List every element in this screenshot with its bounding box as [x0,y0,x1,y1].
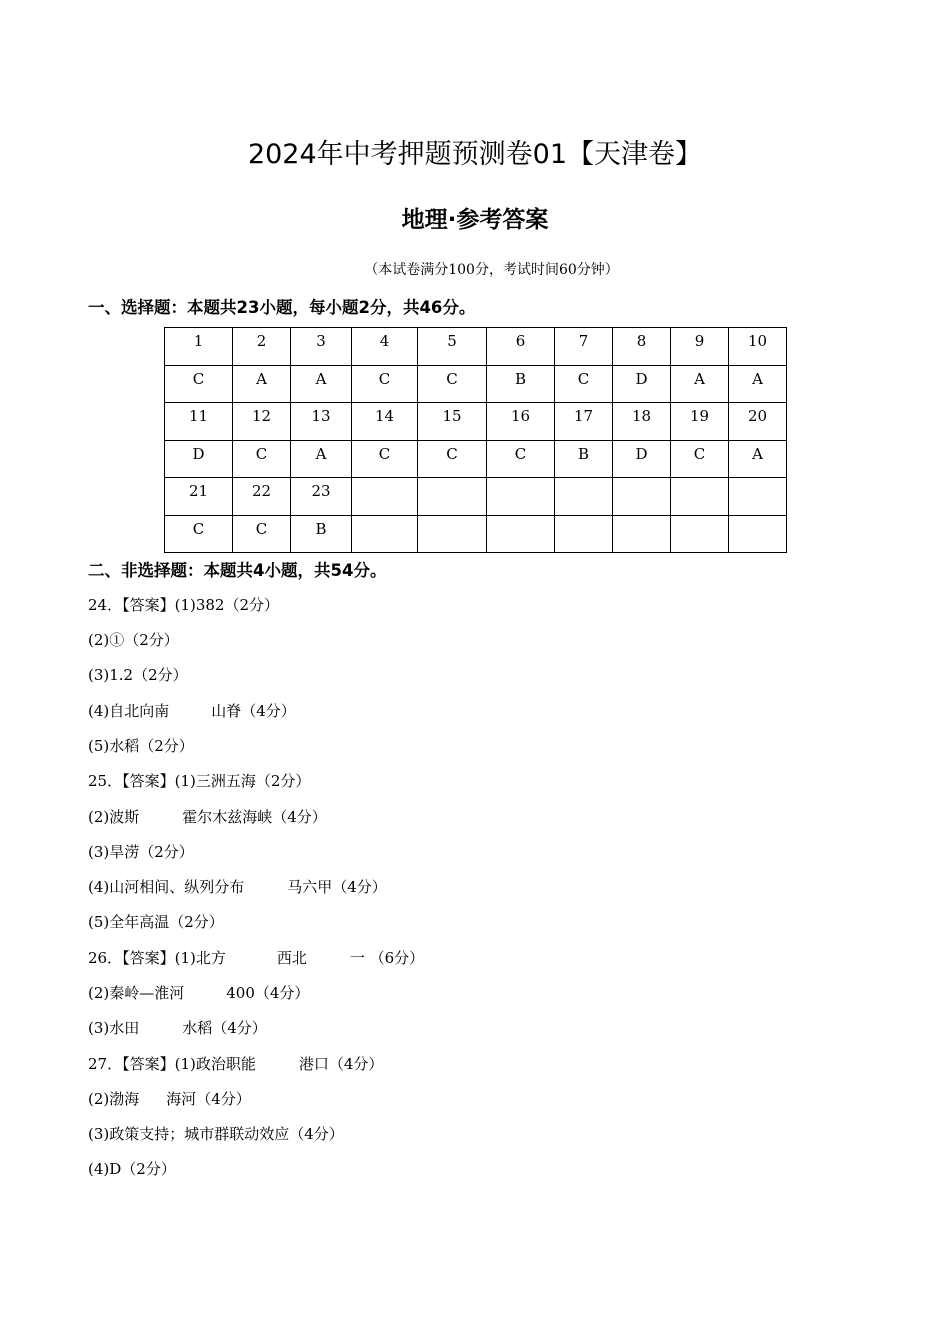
table-cell: C [555,365,613,403]
table-cell: 19 [671,403,729,441]
table-cell: 7 [555,328,613,366]
table-cell [418,515,487,553]
table-cell: 11 [165,403,233,441]
answer-line: 24．【答案】(1)382（2分） [88,596,280,614]
table-cell: C [671,440,729,478]
table-cell: 12 [233,403,291,441]
answer-line: (2)①（2分） [88,631,179,649]
table-cell: 16 [487,403,555,441]
table-cell: B [291,515,352,553]
table-cell: A [291,440,352,478]
table-cell: 5 [418,328,487,366]
page-subtitle: 地理·参考答案 [401,207,549,233]
table-cell: C [418,365,487,403]
table-cell: 14 [352,403,418,441]
table-cell: 6 [487,328,555,366]
table-cell [418,478,487,516]
table-cell: 15 [418,403,487,441]
page-title: 2024年中考押题预测卷01【天津卷】 [247,139,703,170]
table-cell [555,478,613,516]
exam-note: （本试卷满分100分，考试时间60分钟） [364,262,619,278]
table-cell: A [233,365,291,403]
answer-line: (4)山河相间、纵列分布 马六甲（4分） [88,878,387,896]
table-cell: C [352,440,418,478]
table-cell: A [729,440,787,478]
table-cell [487,515,555,553]
table-cell: C [233,440,291,478]
table-row [165,365,787,403]
table-cell: D [165,440,233,478]
table-cell: A [671,365,729,403]
table-cell [671,515,729,553]
table-cell: A [291,365,352,403]
answer-line: (3)旱涝（2分） [88,843,194,861]
table-row [165,403,787,441]
table-cell [352,515,418,553]
table-row [165,478,787,516]
table-cell [671,478,729,516]
table-cell: 22 [233,478,291,516]
table-cell [352,478,418,516]
table-cell: 18 [613,403,671,441]
table-cell: D [613,365,671,403]
answer-line: (2)渤海 海河（4分） [88,1090,251,1108]
table-row [165,515,787,553]
table-cell: 1 [165,328,233,366]
table-cell: 8 [613,328,671,366]
answer-line: (5)全年高温（2分） [88,913,224,931]
answer-line: (4)自北向南 山脊（4分） [88,702,296,720]
table-cell [555,515,613,553]
answer-line: (3)政策支持；城市群联动效应（4分） [88,1125,344,1143]
table-cell: B [487,365,555,403]
table-cell: C [165,515,233,553]
table-cell [729,515,787,553]
table-cell: C [487,440,555,478]
table-cell: C [352,365,418,403]
answer-table [164,327,787,553]
table-row [165,328,787,366]
table-cell: C [418,440,487,478]
answer-line: (2)波斯 霍尔木兹海峡（4分） [88,808,327,826]
table-cell: 20 [729,403,787,441]
table-row [165,440,787,478]
table-cell: B [555,440,613,478]
answer-line: 25．【答案】(1)三洲五海（2分） [88,772,311,790]
table-cell: 9 [671,328,729,366]
section-heading-choice: 一、选择题：本题共23小题，每小题2分，共46分。 [88,298,476,317]
table-cell: C [165,365,233,403]
table-cell: A [729,365,787,403]
answer-line: 26．【答案】(1)北方 西北 一 （6分） [88,949,425,967]
section-heading-nonchoice: 二、非选择题：本题共4小题，共54分。 [88,561,387,580]
table-cell: 2 [233,328,291,366]
table-cell: 4 [352,328,418,366]
answer-line: 27．【答案】(1)政治职能 港口（4分） [88,1055,384,1073]
table-cell: 21 [165,478,233,516]
answer-line: (4)D（2分） [88,1160,176,1178]
answer-line: (2)秦岭—淮河 400（4分） [88,984,310,1002]
table-cell [613,515,671,553]
table-cell [729,478,787,516]
table-cell [487,478,555,516]
answer-line: (5)水稻（2分） [88,737,194,755]
table-cell: 10 [729,328,787,366]
answer-line: (3)水田 水稻（4分） [88,1019,267,1037]
table-cell: 23 [291,478,352,516]
answer-line: (3)1.2（2分） [88,666,188,684]
table-cell: 13 [291,403,352,441]
table-cell [613,478,671,516]
table-cell: 3 [291,328,352,366]
table-cell: D [613,440,671,478]
table-cell: C [233,515,291,553]
table-cell: 17 [555,403,613,441]
